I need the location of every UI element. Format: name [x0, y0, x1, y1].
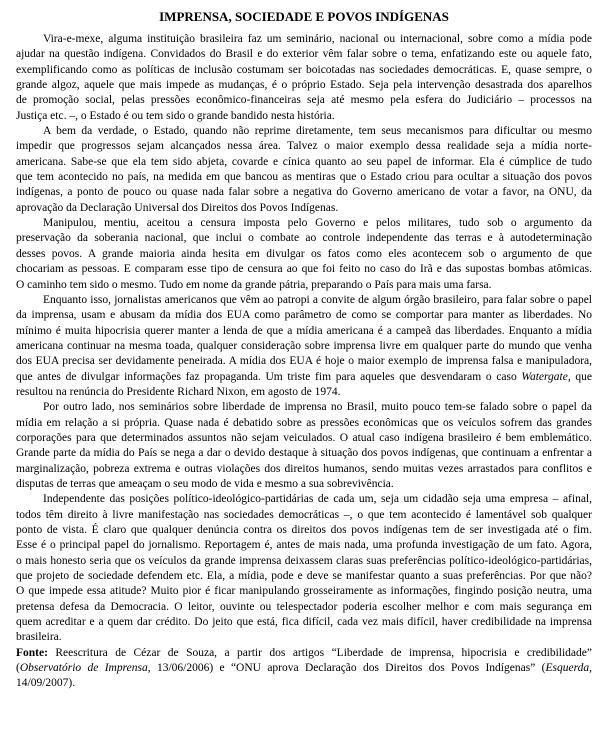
text-line: Grande parte da mídia do País se nega a dar o devido destaque à situação dos povos indígenas, que continuam a enfrentar a	[16, 447, 592, 460]
paragraph	[16, 293, 592, 400]
text-segment: que antes de divulgar informações faz propaganda. Um triste fim para aqueles que desvendaram o caso	[16, 370, 522, 383]
text-line: Enquanto isso, jornalistas americanos que vêm ao patropi a convite de algum órgão brasileiro, para falar sobre o papel	[43, 293, 592, 306]
text-line: quem acreditar e a quem dar crédito. Do jeito que está, fica difícil, cada vez mais difícil, haver credibilidade na imprensa	[16, 616, 592, 629]
text-line: O que impede essa atitude? Muito pior é ficar manipulando grosseiramente as informações, fingindo posição neutra, uma	[16, 585, 592, 598]
text-segment: (	[16, 662, 20, 675]
paragraph	[16, 32, 592, 124]
italic-text: Esquerda	[545, 662, 590, 675]
text-line: Independente das posições político-ideológico-partidárias de cada um, seja um cidadão seja uma empresa – afinal,	[43, 493, 592, 506]
paragraph	[16, 492, 592, 645]
text-line: Manipulou, mentiu, aceitou a censura imposta pelo Governo e pelos militares, tudo sob o argumento da	[43, 217, 592, 230]
source-citation	[16, 646, 592, 692]
paragraph	[16, 216, 592, 293]
text-segment: , 13/06/2006) e “ONU aprova Declaração dos Direitos dos Povos Indígenas” (	[147, 662, 546, 675]
paragraph	[16, 124, 592, 216]
text-line: de promoção social, pelas pressões econômico-financeiras seja até mesmo pela esfera do Judiciário – processos na	[16, 94, 592, 107]
text-line: corporações para que determinados assuntos não sejam veiculados. O atual caso indígena brasileiro é bem emblemático.	[16, 431, 592, 444]
italic-text: Watergate	[521, 370, 568, 383]
text-line: ponto de vista. É claro que qualquer denúncia contra os direitos dos povos indígenas tem de ser investigada até o fim.	[16, 524, 592, 536]
text-line: marginalização, pobreza extrema e outras violações dos direitos humanos, sendo muitas vezes arrastados para conflitos e	[16, 462, 592, 475]
text-line: americana. Sabe-se que ela tem sido abjeta, covarde e cínica quanto ao seu papel de informar. Ela é cúmplice de tudo	[16, 155, 592, 168]
text-segment: 14/09/2007).	[16, 677, 76, 690]
source-label: Fonte:	[16, 646, 48, 659]
text-line: aprovação da Declaração Universal dos Direitos dos Povos Indígenas.	[16, 201, 339, 214]
text-line: mídia em relação a si própria. Quase nada é debatido sobre as pressões econômicas que os veículos sofrem das grandes	[16, 416, 592, 429]
text-line: desses povos. A grande maioria ainda hesita em divulgar os fatos como eles acontecem sob o argumento de que	[16, 247, 592, 260]
text-line: que projeto de sociedade defendem etc. Ela, a mídia, pode e deve se manifestar quanto a suas preferências. Por que não?	[16, 570, 592, 583]
text-segment: , que	[567, 370, 592, 383]
text-line: grande algoz, aquele que mais impede as mudanças, é o próprio Estado. Seja pela intervenção desastrada dos aparelhos	[16, 79, 592, 92]
source-line	[16, 646, 592, 661]
text-line: mínimo é muita hipocrisia querer manter a lenda de que a mídia americana é a campeã das liberdades. Enquanto a mídia	[16, 324, 592, 337]
italic-text: Observatório de Imprensa	[19, 662, 148, 675]
text-line: dos EUA precisa ser devidamente peneirada. A mídia dos EUA é hoje o maior exemplo de imprensa falsa e manipuladora,	[16, 355, 592, 368]
text-line: O caminho tem sido o mesmo. Tudo em nome da grande pátria, preparando o País para mais uma farsa.	[16, 278, 492, 291]
text-line: da imprensa, usam e abusam da mídia dos EUA como parâmetro de como se comportar para manter as liberdades. No	[16, 309, 592, 322]
text-line: o mais honesto seria que os veículos da grande imprensa deixassem claras suas preferências político-ideológico-partidárias,	[16, 554, 592, 567]
text-line: pretensa defesa da Democracia. O leitor, ouvinte ou telespectador poderia escolher melhor e com mais segurança em	[16, 600, 592, 613]
paragraph	[16, 400, 592, 492]
text-line: chocariam as pessoas. E comparam esse tipo de censura ao que foi feito no caso do Irã e das supostas bombas atômicas.	[16, 263, 592, 276]
text-line: ajudar na questão indígena. Convidados do Brasil e do exterior vêm falar sobre o tema, enfatizando este ou aquele fato,	[16, 48, 592, 61]
text-segment: Reescritura de Cézar de Souza, a partir dos artigos “Liberdade de imprensa, hipocrisia e credibilidade”	[47, 646, 592, 659]
text-line: disputas de terras que ameaçam o seu modo de vida e mesmo a sua sobrevivência.	[16, 477, 394, 490]
text-line: Vira-e-mexe, alguma instituição brasileira faz um seminário, nacional ou internacional, sobre como a mídia pode	[43, 33, 592, 45]
text-line: brasileira.	[16, 631, 62, 644]
text-line: Por outro lado, nos seminários sobre liberdade de imprensa no Brasil, muito pouco tem-se falado sobre o papel da	[43, 401, 592, 414]
text-line: preservação da soberania nacional, que inclui o combate ao controle independente das terras e à autodeterminação	[16, 232, 592, 245]
document-title: IMPRENSA, SOCIEDADE E POVOS INDÍGENAS	[159, 9, 449, 24]
text-line: americana continuar na mesma toada, qualquer consideração sobre imprensa livre em qualquer parte do mundo que venha	[16, 339, 592, 352]
document	[16, 0, 592, 692]
text-line: A bem da verdade, o Estado, quando não reprime diretamente, tem seus mecanismos para dificultar ou mesmo	[43, 125, 592, 138]
article-body	[16, 32, 592, 646]
text-line: exemplificando como as políticas de inclusão costumam ser boicotadas nas sociedades democráticas. E, quase sempre, o	[16, 63, 592, 76]
text-segment: ,	[589, 662, 592, 675]
text-line: impedir que progressos sejam alcançados nessa área. Talvez o maior exemplo dessa realidade seja a mídia norte-	[16, 140, 592, 153]
text-line: indígenas, a ponto de pouco ou quase nada falar sobre a negativa do Governo americano de votar a favor, na ONU, da	[16, 186, 592, 199]
text-line: resultou na renúncia do Presidente Richard Nixon, em agosto de 1974.	[16, 385, 341, 398]
text-line: Justiça etc. –, o Estado é ou tem sido o grande bandido nesta história.	[16, 109, 335, 122]
source-line	[16, 676, 592, 691]
text-line: todos têm direito à livre manifestação nas sociedades democráticas –, o que tem acontecido é lamentável sob qualquer	[16, 508, 592, 521]
text-line: que tem acontecido no país, na medida em que bancou as mentiras que o Estado criou para ocultar a situação dos povos	[16, 171, 592, 184]
text-line: Esse é o principal papel do jornalismo. Reportagem é, antes de mais nada, uma profunda investigação de um fato. Agora,	[16, 539, 592, 552]
text-line	[16, 370, 592, 385]
source-line	[16, 661, 592, 676]
